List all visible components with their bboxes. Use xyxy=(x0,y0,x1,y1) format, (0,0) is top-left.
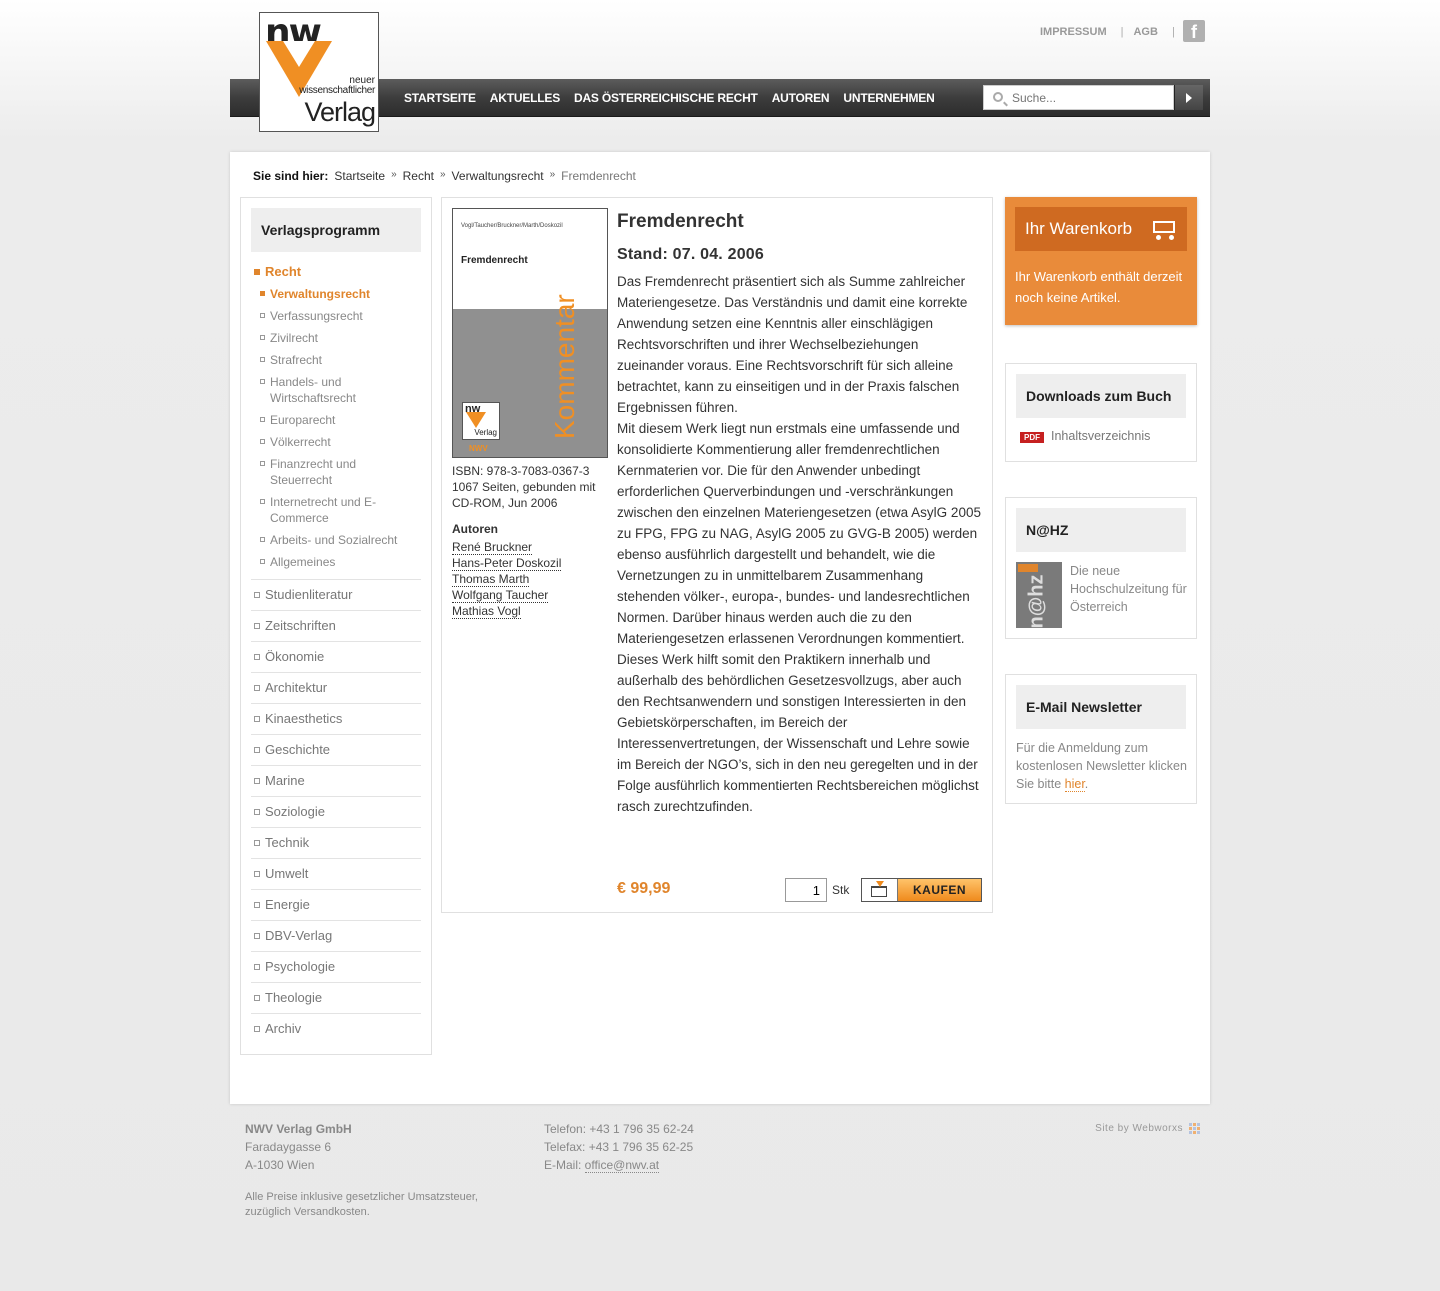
toplink-separator: | xyxy=(1120,26,1124,38)
category-studienliteratur[interactable]: Studienliteratur xyxy=(251,580,421,611)
sidebar-title: Verlagsprogramm xyxy=(251,208,421,252)
nav-unternehmen[interactable]: UNTERNEHMEN xyxy=(843,91,935,105)
download-inhaltsverzeichnis-link[interactable]: Inhaltsverzeichnis xyxy=(1051,429,1151,443)
search-input[interactable] xyxy=(1012,89,1162,107)
description-paragraph: Dieses Werk hilft somit den Praktikern innerhalb und außerhalb des behördlichen Gesetzesvollzugs, aber auch den Rechtsanwendern und sonstigen Interessierten in den Gebietskörperschaften, im Bereich der Interessenvertretungen, der Wissenschaft und Lehre sowie im Bereich der NGO’s, sich in den neu geregelten und in der Folge ausführlich kommentierten Rechtsbereichen möglichst rasch zurechtzufinden. xyxy=(617,652,979,814)
cover-spine-text: Kommentar xyxy=(549,294,580,439)
footer-fax: Telefax: +43 1 796 35 62-25 xyxy=(544,1140,694,1154)
breadcrumb-separator: » xyxy=(391,169,397,180)
pdf-icon: PDF xyxy=(1020,432,1044,443)
newsletter-text xyxy=(1016,739,1191,793)
description-paragraph: Das Fremdenrecht präsentiert sich als Summe zahlreicher Materiengesetze. Das Verständnis und damit eine korrekte Anwendung setzen eine Kenntnis aller einschlägigen Rechtsvorschriften und ihrer Wechselbeziehungen zueinander voraus. Eine Rechtsvorschrift für sich alleine betrachtet, kann zu einseitigen und in der Praxis falschen Ergebnissen führen. xyxy=(617,274,968,415)
newsletter-box xyxy=(1005,674,1197,804)
footer-email-row xyxy=(544,1156,694,1174)
logo-v-inner xyxy=(283,41,315,67)
category-geschichte[interactable]: Geschichte xyxy=(251,735,421,766)
cover-mini-logo xyxy=(462,402,500,440)
category-soziologie[interactable]: Soziologie xyxy=(251,797,421,828)
shopping-cart-box xyxy=(1005,197,1197,325)
category-marine[interactable]: Marine xyxy=(251,766,421,797)
subcategory-internetrecht[interactable]: Internetrecht und E-Commerce xyxy=(251,491,421,529)
book-isbn: ISBN: 978-3-7083-0367-3 xyxy=(452,464,590,478)
product-price: € 99,99 xyxy=(617,880,671,897)
shopping-cart-icon xyxy=(1147,217,1177,239)
product-detail xyxy=(441,197,993,913)
toplink-separator: | xyxy=(1171,26,1175,38)
subcategory-arbeitsrecht[interactable]: Arbeits- und Sozialrecht xyxy=(251,529,421,551)
book-details: 1067 Seiten, gebunden mit CD-ROM, Jun 2006 xyxy=(452,480,596,510)
newsletter-text-body: Für die Anmeldung zum kostenlosen Newsletter klicken Sie bitte xyxy=(1016,741,1187,791)
subcategory-zivilrecht[interactable]: Zivilrecht xyxy=(251,327,421,349)
search-icon xyxy=(993,92,1003,102)
category-recht[interactable]: Recht xyxy=(251,261,421,283)
category-oekonomie[interactable]: Ökonomie xyxy=(251,642,421,673)
subcategory-verfassungsrecht[interactable]: Verfassungsrecht xyxy=(251,305,421,327)
subcategory-finanzrecht[interactable]: Finanzrecht und Steuerrecht xyxy=(251,453,421,491)
breadcrumb-startseite[interactable]: Startseite xyxy=(334,169,386,183)
cover-bottom-label: NWV xyxy=(469,444,488,453)
logo-line2: wissenschaftlicher xyxy=(299,85,375,96)
footer-price-note: Alle Preise inklusive gesetzlicher Umsatzsteuer, zuzüglich Versandkosten. xyxy=(245,1191,478,1218)
category-umwelt[interactable]: Umwelt xyxy=(251,859,421,890)
author-link[interactable]: Thomas Marth xyxy=(452,572,530,586)
top-links xyxy=(1040,24,1185,40)
category-sidebar xyxy=(240,197,432,1055)
downloads-title: Downloads zum Buch xyxy=(1016,374,1186,418)
webworxs-icon xyxy=(1189,1123,1200,1134)
logo-line1: neuer xyxy=(349,75,375,86)
footer-address xyxy=(245,1120,352,1174)
facebook-icon[interactable]: f xyxy=(1183,20,1205,42)
nav-autoren[interactable]: AUTOREN xyxy=(771,91,830,105)
authors-heading: Autoren xyxy=(452,522,498,536)
breadcrumb-label: Sie sind hier: xyxy=(253,169,329,183)
nav-aktuelles[interactable]: AKTUELLES xyxy=(489,91,560,105)
author-link[interactable]: Mathias Vogl xyxy=(452,604,521,618)
subcategory-handelsrecht[interactable]: Handels- und Wirtschaftsrecht xyxy=(251,371,421,409)
category-theologie[interactable]: Theologie xyxy=(251,983,421,1014)
quantity-input[interactable] xyxy=(785,878,827,902)
cart-header[interactable] xyxy=(1015,207,1187,251)
cart-empty-text: Ihr Warenkorb enthält derzeit noch keine Artikel. xyxy=(1015,269,1183,305)
breadcrumb-separator: » xyxy=(439,169,446,180)
footer-company: NWV Verlag GmbH xyxy=(245,1122,352,1136)
cover-mini-nw: nw xyxy=(465,403,481,415)
impressum-link[interactable]: IMPRESSUM xyxy=(1040,26,1107,38)
subcategory-strafrecht[interactable]: Strafrecht xyxy=(251,349,421,371)
category-archiv[interactable]: Archiv xyxy=(251,1014,421,1045)
nahz-magazine-thumbnail[interactable] xyxy=(1016,562,1062,628)
book-cover[interactable] xyxy=(452,208,608,458)
nahz-box xyxy=(1005,497,1197,639)
newsletter-title: E-Mail Newsletter xyxy=(1016,685,1186,729)
footer-street: Faradaygasse 6 xyxy=(245,1140,332,1154)
cover-mini-v xyxy=(466,412,486,428)
subcategory-europarecht[interactable]: Europarecht xyxy=(251,409,421,431)
site-credit-link[interactable] xyxy=(1095,1123,1200,1134)
breadcrumb-current: Fremdenrecht xyxy=(561,169,636,183)
nwv-logo[interactable] xyxy=(259,12,379,132)
downloads-box xyxy=(1005,363,1197,462)
author-link[interactable]: René Bruckner xyxy=(452,540,533,554)
description-paragraph: Mit diesem Werk liegt nun erstmals eine umfassende und konsolidierte Kommentierung aller fremdenrechtlichen Kernmaterien vor. Die für den Anwender unbedingt erforderlichen Querverbindungen und -verschränkungen zwischen den einzelnen Materiengesetzen (etwa AsylG 2005 zu FPG, FPG zu NAG, AsylG 2005 zu GVG-B 2005) werden ebenso ausführlich dargestellt und behandelt, wie die Vernetzungen zu in unmittelbarem Zusammenhang stehenden völker-, europa-, bundes- und landesrechtlichen Normen. Darüber hinaus werden auch die zu den Materiengesetzen erlassenen Verordnungen kommentiert. xyxy=(617,421,981,646)
cover-authors: Vogl/Taucher/Bruckner/Marth/Doskozil xyxy=(461,223,563,229)
footer-phone: Telefon: +43 1 796 35 62-24 xyxy=(544,1122,694,1136)
nahz-description-link[interactable]: Die neue Hochschulzeitung für Österreich xyxy=(1070,564,1187,614)
category-zeitschriften[interactable]: Zeitschriften xyxy=(251,611,421,642)
newsletter-signup-link[interactable]: hier xyxy=(1064,777,1085,791)
product-title: Fremdenrecht xyxy=(617,211,744,232)
logo-line3: Verlag xyxy=(304,97,375,127)
subcategory-list xyxy=(251,283,421,580)
category-technik[interactable]: Technik xyxy=(251,828,421,859)
footer-city: A-1030 Wien xyxy=(245,1158,315,1172)
search-box xyxy=(983,85,1174,110)
category-psychologie[interactable]: Psychologie xyxy=(251,952,421,983)
footer-contact xyxy=(544,1120,694,1174)
main-content xyxy=(230,152,1210,1104)
breadcrumb xyxy=(253,169,636,183)
logo-nw-text: nw xyxy=(265,12,320,53)
category-list xyxy=(251,261,421,1045)
cover-mini-verlag: Verlag xyxy=(474,428,497,437)
subcategory-verwaltungsrecht[interactable]: Verwaltungsrecht xyxy=(251,283,421,305)
product-stand-date: Stand: 07. 04. 2006 xyxy=(617,246,764,263)
quantity-unit: Stk xyxy=(832,883,850,897)
nahz-thumb-text: n@hz xyxy=(1025,574,1048,629)
main-nav xyxy=(404,79,949,117)
nav-startseite[interactable]: STARTSEITE xyxy=(404,91,476,105)
search-submit-button[interactable] xyxy=(1174,85,1203,110)
breadcrumb-separator: » xyxy=(549,169,556,180)
subcategory-allgemeines[interactable]: Allgemeines xyxy=(251,551,421,573)
breadcrumb-verwaltungsrecht[interactable]: Verwaltungsrecht xyxy=(451,169,544,183)
author-link[interactable]: Hans-Peter Doskozil xyxy=(452,556,562,570)
product-description xyxy=(617,271,987,817)
agb-link[interactable]: AGB xyxy=(1133,26,1158,38)
breadcrumb-recht[interactable]: Recht xyxy=(402,169,434,183)
category-architektur[interactable]: Architektur xyxy=(251,673,421,704)
nav-oesterreichisches-recht[interactable]: DAS ÖSTERREICHISCHE RECHT xyxy=(574,91,758,105)
category-energie[interactable]: Energie xyxy=(251,890,421,921)
buy-button[interactable] xyxy=(861,878,982,902)
newsletter-text-end: . xyxy=(1084,777,1089,791)
category-kinaesthetics[interactable]: Kinaesthetics xyxy=(251,704,421,735)
nahz-title: N@HZ xyxy=(1016,508,1186,552)
site-credit-text: Site by Webworxs xyxy=(1095,1123,1183,1134)
author-list xyxy=(452,539,561,619)
footer-email-label: E-Mail: xyxy=(544,1158,585,1172)
subcategory-voelkerrecht[interactable]: Völkerrecht xyxy=(251,431,421,453)
buy-button-label: KAUFEN xyxy=(913,883,966,897)
book-meta xyxy=(452,463,607,511)
cart-add-icon xyxy=(862,879,898,901)
category-dbv-verlag[interactable]: DBV-Verlag xyxy=(251,921,421,952)
author-link[interactable]: Wolfgang Taucher xyxy=(452,588,549,602)
cart-title: Ihr Warenkorb xyxy=(1025,219,1133,238)
footer-email-link[interactable]: office@nwv.at xyxy=(584,1158,660,1172)
cover-title: Fremdenrecht xyxy=(461,255,528,266)
